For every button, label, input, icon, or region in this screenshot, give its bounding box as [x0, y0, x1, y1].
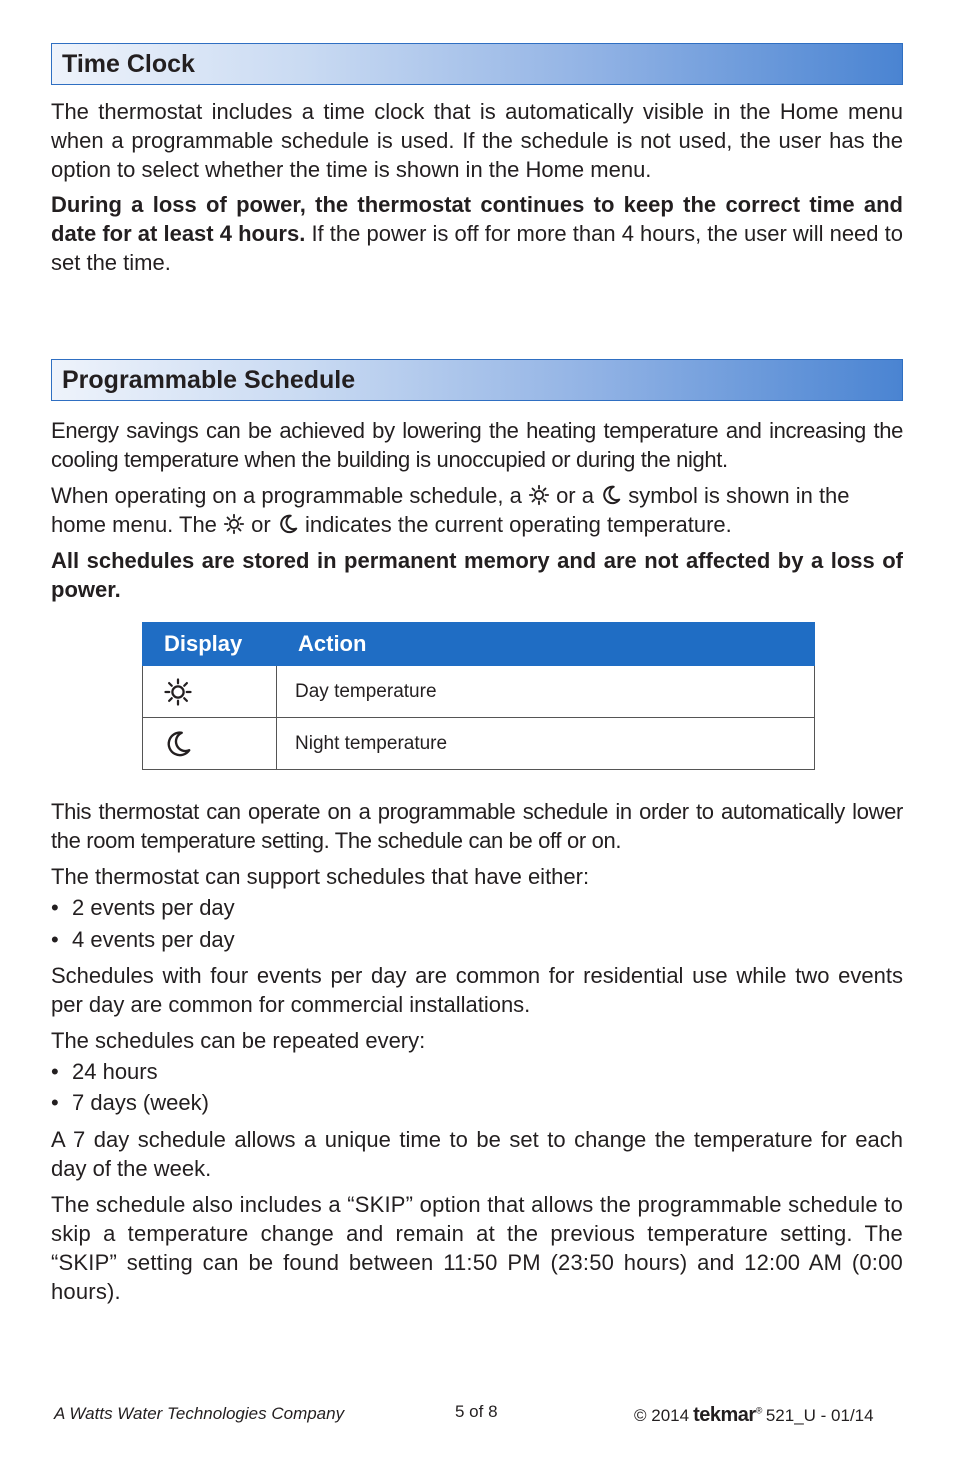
bullet-marker: •: [51, 1059, 59, 1084]
section-title: Programmable Schedule: [62, 366, 356, 394]
table-header-display: Display: [143, 623, 277, 666]
moon-icon: [600, 484, 622, 506]
bullet-marker: •: [51, 927, 59, 952]
registered-mark: ®: [755, 1405, 762, 1416]
table-cell-action: Day temperature: [277, 666, 815, 718]
seven-day-paragraph: A 7 day schedule allows a unique time to be set to change the temperature for each day of the week.: [51, 1127, 903, 1181]
table-cell-action: Night temperature: [277, 718, 815, 770]
memory-bold-text: All schedules are stored in permanent memory and are not affected by a loss of power.: [51, 548, 903, 602]
time-clock-paragraph: The thermostat includes a time clock that is automatically visible in the Home menu when a programmable schedule is used. If the schedule is not used, the user has the option to select whether the time is shown in the Home menu.: [51, 99, 903, 182]
operation-paragraph: This thermostat can operate on a programmable schedule in order to automatically lower the room temperature setting. The schedule can be off or on.: [51, 799, 903, 853]
list-item: [51, 893, 235, 922]
table-cell-display: [143, 666, 277, 718]
brand-logo: [693, 1404, 762, 1426]
skip-paragraph: The schedule also includes a “SKIP” option that allows the programmable schedule to skip a temperature change and remain at the previous temperature setting. The “SKIP” setting can be found between 11:50 PM (23:50 hours) and 12:00 AM (0:00 hours).: [51, 1192, 903, 1304]
list-item: [51, 925, 235, 954]
sun-icon: [528, 484, 550, 506]
table-header-action: Action: [277, 623, 815, 666]
section-title: Time Clock: [62, 50, 195, 78]
power-loss-text: If the power is off for more than 4 hours, the user will need to set the time.: [51, 221, 903, 275]
support-paragraph: The thermostat can support schedules that have either:: [51, 864, 590, 889]
symbols-text: or: [245, 512, 277, 537]
list-item-text: 2 events per day: [72, 895, 235, 920]
bullet-marker: •: [51, 1090, 59, 1115]
brand-name: tekmar: [693, 1404, 756, 1426]
moon-icon: [163, 729, 276, 759]
symbols-text: or a: [549, 483, 601, 508]
moon-icon: [277, 513, 299, 535]
list-item: [51, 1088, 209, 1117]
power-loss-paragraph: [51, 190, 903, 277]
table-row: [143, 718, 815, 770]
section-heading-time-clock: [51, 43, 903, 85]
symbols-text: indicates the current operating temperature.: [298, 512, 732, 537]
memory-paragraph: [51, 546, 903, 604]
footer-right: [634, 1404, 874, 1427]
events-paragraph: Schedules with four events per day are common for residential use while two events per day are common for commercial installations.: [51, 963, 903, 1017]
footer-company: A Watts Water Technologies Company: [54, 1404, 345, 1423]
footer-doc-code: 521_U - 01/14: [765, 1406, 874, 1425]
display-action-table: [142, 622, 815, 770]
symbols-paragraph: [51, 481, 903, 539]
section-heading-programmable-schedule: [51, 359, 903, 401]
footer-copyright: © 2014: [634, 1406, 690, 1425]
power-loss-bold-text: During a loss of power, the thermostat continues to keep the correct time and date for at least 4 hours.: [51, 192, 903, 246]
list-item-text: 24 hours: [72, 1059, 158, 1084]
energy-savings-paragraph: Energy savings can be achieved by lowering the heating temperature and increasing the cooling temperature when the building is unoccupied or during the night.: [51, 418, 903, 472]
list-item-text: 4 events per day: [72, 927, 235, 952]
list-item: [51, 1057, 158, 1086]
footer-page-number: 5 of 8: [455, 1402, 498, 1421]
sun-icon: [163, 677, 276, 707]
sun-icon: [223, 513, 245, 535]
repeat-paragraph: The schedules can be repeated every:: [51, 1028, 426, 1053]
table-row: [143, 666, 815, 718]
table-header-row: [143, 623, 815, 666]
symbols-text: When operating on a programmable schedule, a: [51, 483, 528, 508]
list-item-text: 7 days (week): [72, 1090, 209, 1115]
symbols-text: symbol is shown in the home menu. The: [51, 483, 850, 537]
table-cell-display: [143, 718, 277, 770]
bullet-marker: •: [51, 895, 59, 920]
